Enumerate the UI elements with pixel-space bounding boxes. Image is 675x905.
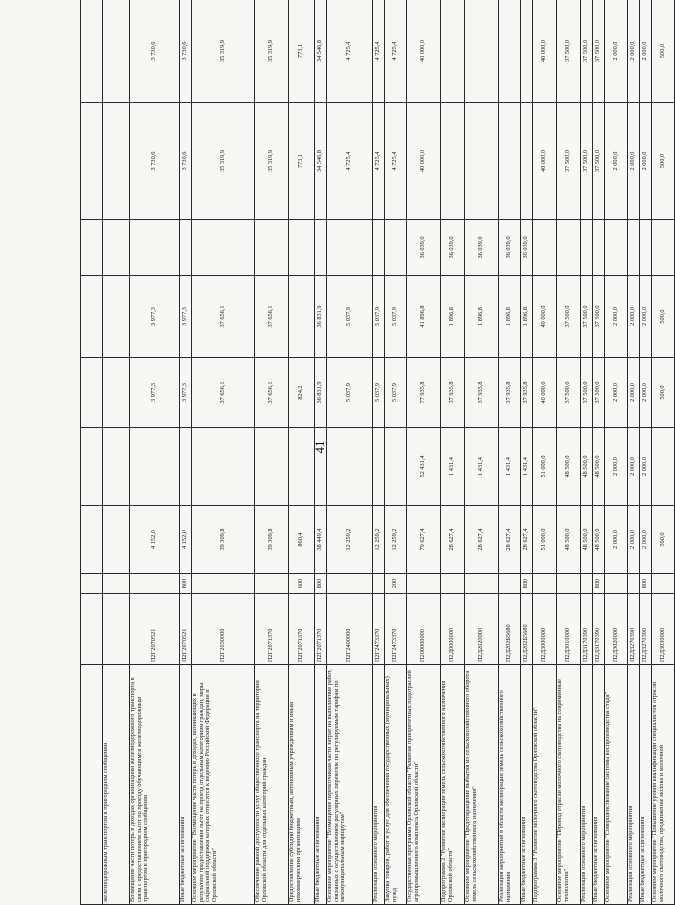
table-row xyxy=(628,0,640,905)
cell-v2: 48 500,0 xyxy=(557,428,581,506)
cell-v6: 4 725,4 xyxy=(327,103,373,220)
cell-v3: 824,2 xyxy=(289,358,315,428)
cell-v1: 4 152,0 xyxy=(130,506,180,574)
cell-v2 xyxy=(103,428,130,506)
cell-v5: 36 039,0 xyxy=(407,220,441,276)
cell-v5 xyxy=(373,220,385,276)
cell-v1: 39 309,8 xyxy=(192,506,255,574)
cell-name: Возмещение части потерь в доходах организациям железнодорожного транспорта в связи с предоставлением льгот по проезду обучающимся железнодорожным транспортом в пригородном сообщении xyxy=(130,665,180,905)
cell-v4: 5 037,9 xyxy=(373,276,385,358)
cell-name: Закупка товаров, работ и услуг для обеспечения государственных (муниципальных) нужд xyxy=(385,665,407,905)
cell-code: П2Д202Б5680 xyxy=(521,594,533,665)
cell-v2: 2 000,0 xyxy=(605,428,628,506)
cell-v4: 37 500,0 xyxy=(557,276,581,358)
cell-v2 xyxy=(327,428,373,506)
cell-v2: 48 500,0 xyxy=(581,428,593,506)
cell-code: П2Г2071370 xyxy=(289,594,315,665)
cell-v5 xyxy=(640,220,652,276)
cell-v3: 37 935,8 xyxy=(499,358,521,428)
cell-v3: 37 500,0 xyxy=(557,358,581,428)
cell-type xyxy=(499,574,521,594)
cell-type xyxy=(533,574,557,594)
cell-v2 xyxy=(373,428,385,506)
table-row xyxy=(465,0,499,905)
cell-v7: 2 000,0 xyxy=(628,0,640,103)
cell-type xyxy=(103,574,130,594)
cell-v1 xyxy=(81,506,103,574)
cell-v7: 37 500,0 xyxy=(593,0,605,103)
cell-name xyxy=(81,665,103,905)
cell-v3: 37 656,1 xyxy=(192,358,255,428)
cell-v3: 3 977,3 xyxy=(130,358,180,428)
table-row xyxy=(521,0,533,905)
cell-v7: 500,0 xyxy=(652,0,675,103)
cell-type xyxy=(255,574,289,594)
cell-v6 xyxy=(521,103,533,220)
cell-v4: 1 896,8 xyxy=(521,276,533,358)
cell-code: П2Г2070521 xyxy=(130,594,180,665)
cell-v1: 48 500,0 xyxy=(557,506,581,574)
cell-v6: 773,1 xyxy=(289,103,315,220)
cell-v5 xyxy=(130,220,180,276)
cell-v5 xyxy=(581,220,593,276)
cell-code: П2Д3030000 xyxy=(652,594,675,665)
cell-v2 xyxy=(180,428,192,506)
cell-v7: 2 000,0 xyxy=(640,0,652,103)
cell-name: Реализация основного мероприятия xyxy=(628,665,640,905)
cell-v3: 36 831,9 xyxy=(315,358,327,428)
cell-code: П2Д3270390 xyxy=(628,594,640,665)
cell-code: П2Д3170390 xyxy=(581,594,593,665)
cell-v5 xyxy=(385,220,407,276)
cell-v7: 37 500,0 xyxy=(581,0,593,103)
cell-v4: 2 000,0 xyxy=(628,276,640,358)
cell-type: 200 xyxy=(385,574,407,594)
cell-code: П2Д202Б5680 xyxy=(499,594,521,665)
cell-name: Подпрограмма 3 "Развитие молочного скотоводства Орловской области" xyxy=(533,665,557,905)
cell-v2 xyxy=(652,428,675,506)
table-row xyxy=(130,0,180,905)
cell-v1: 2 000,0 xyxy=(628,506,640,574)
cell-v1: 38 449,4 xyxy=(315,506,327,574)
cell-v4: 1 896,8 xyxy=(499,276,521,358)
cell-name: Предоставление субсидий бюджетным, автономным учреждениям и иным некоммерческим организациям xyxy=(289,665,315,905)
cell-v4: 36 831,9 xyxy=(315,276,327,358)
cell-type xyxy=(373,574,385,594)
cell-v2 xyxy=(130,428,180,506)
cell-v1: 2 000,0 xyxy=(605,506,628,574)
cell-code: П200000000 xyxy=(407,594,441,665)
table-row xyxy=(581,0,593,905)
table-row xyxy=(593,0,605,905)
cell-v1: 860,4 xyxy=(289,506,315,574)
cell-v2 xyxy=(315,428,327,506)
cell-v6 xyxy=(465,103,499,220)
cell-code xyxy=(103,594,130,665)
cell-v3: 37 500,0 xyxy=(593,358,605,428)
cell-v5: 36 039,0 xyxy=(499,220,521,276)
cell-v6: 3 730,6 xyxy=(130,103,180,220)
cell-v3: 77 935,8 xyxy=(407,358,441,428)
cell-v6: 40 000,0 xyxy=(407,103,441,220)
cell-v4: 500,0 xyxy=(652,276,675,358)
cell-v5 xyxy=(605,220,628,276)
cell-v1: 51 000,0 xyxy=(533,506,557,574)
cell-type: 800 xyxy=(593,574,605,594)
cell-v5 xyxy=(192,220,255,276)
cell-v6: 40 000,0 xyxy=(533,103,557,220)
cell-name: железнодорожным транспортом в пригородном сообщении xyxy=(103,665,130,905)
cell-v2: 48 500,0 xyxy=(593,428,605,506)
cell-v7: 2 000,0 xyxy=(605,0,628,103)
cell-v7 xyxy=(521,0,533,103)
cell-v4: 37 656,1 xyxy=(192,276,255,358)
cell-v5 xyxy=(557,220,581,276)
cell-v3: 37 656,1 xyxy=(255,358,289,428)
cell-v4: 3 977,3 xyxy=(180,276,192,358)
cell-v1: 12 259,2 xyxy=(327,506,373,574)
cell-v7: 40 000,0 xyxy=(533,0,557,103)
cell-v5 xyxy=(289,220,315,276)
cell-v1: 48 500,0 xyxy=(593,506,605,574)
cell-type xyxy=(130,574,180,594)
cell-v2: 52 431,4 xyxy=(407,428,441,506)
cell-v5: 36 039,0 xyxy=(521,220,533,276)
cell-v4 xyxy=(289,276,315,358)
cell-v6: 37 500,0 xyxy=(593,103,605,220)
cell-v1: 48 500,0 xyxy=(581,506,593,574)
cell-v6: 35 319,9 xyxy=(255,103,289,220)
cell-v6 xyxy=(441,103,465,220)
cell-name: Основное мероприятие "Совершенствование системы воспроизводства стада" xyxy=(605,665,628,905)
cell-v3 xyxy=(81,358,103,428)
cell-v1: 28 627,4 xyxy=(499,506,521,574)
cell-v5 xyxy=(255,220,289,276)
table-row xyxy=(373,0,385,905)
cell-name: Основное мероприятие "Перевод отрасли молочного скотоводства на современные технологии" xyxy=(557,665,581,905)
cell-v7 xyxy=(441,0,465,103)
cell-v5: 36 039,0 xyxy=(441,220,465,276)
cell-type xyxy=(192,574,255,594)
cell-v4: 2 000,0 xyxy=(605,276,628,358)
cell-v4: 5 037,9 xyxy=(327,276,373,358)
cell-v4: 41 896,8 xyxy=(407,276,441,358)
cell-code: П2Г2400000 xyxy=(327,594,373,665)
cell-type xyxy=(465,574,499,594)
cell-v2: 1 431,4 xyxy=(521,428,533,506)
table-row xyxy=(557,0,581,905)
cell-v3: 37 935,8 xyxy=(441,358,465,428)
cell-type xyxy=(628,574,640,594)
cell-v2 xyxy=(385,428,407,506)
cell-code: П2Г2071370 xyxy=(315,594,327,665)
cell-name: Подпрограмма 2 "Развитие мелиорации земель сельскохозяйственного назначения Орловской области" xyxy=(441,665,465,905)
cell-v1 xyxy=(103,506,130,574)
cell-v4 xyxy=(103,276,130,358)
cell-v6: 2 000,0 xyxy=(605,103,628,220)
cell-v3: 2 000,0 xyxy=(628,358,640,428)
cell-v2: 2 000,0 xyxy=(640,428,652,506)
cell-v6: 3 730,6 xyxy=(180,103,192,220)
cell-v6: 500,0 xyxy=(652,103,675,220)
cell-v5 xyxy=(180,220,192,276)
cell-type xyxy=(581,574,593,594)
cell-name: Иные бюджетные ассигнования xyxy=(521,665,533,905)
cell-type xyxy=(652,574,675,594)
cell-v4: 1 896,8 xyxy=(465,276,499,358)
cell-type xyxy=(407,574,441,594)
table-row xyxy=(255,0,289,905)
cell-v6: 37 500,0 xyxy=(557,103,581,220)
cell-v1: 28 627,4 xyxy=(441,506,465,574)
table-row xyxy=(289,0,315,905)
cell-v3: 5 037,9 xyxy=(373,358,385,428)
cell-v6 xyxy=(103,103,130,220)
cell-v7: 34 546,8 xyxy=(315,0,327,103)
cell-v5 xyxy=(315,220,327,276)
cell-v1: 12 259,2 xyxy=(385,506,407,574)
cell-type: 800 xyxy=(521,574,533,594)
cell-v4: 3 977,3 xyxy=(130,276,180,358)
cell-v1: 79 627,4 xyxy=(407,506,441,574)
cell-v6: 2 000,0 xyxy=(640,103,652,220)
table-row xyxy=(441,0,465,905)
cell-v2: 1 431,4 xyxy=(441,428,465,506)
cell-v7: 773,1 xyxy=(289,0,315,103)
cell-v2: 1 431,4 xyxy=(465,428,499,506)
cell-v1: 4 152,0 xyxy=(180,506,192,574)
cell-v2: 1 431,4 xyxy=(499,428,521,506)
table-row xyxy=(652,0,675,905)
cell-type: 800 xyxy=(180,574,192,594)
table-row xyxy=(640,0,652,905)
cell-v4: 1 896,8 xyxy=(441,276,465,358)
cell-v3: 37 935,8 xyxy=(521,358,533,428)
cell-v7 xyxy=(465,0,499,103)
cell-v7: 35 319,9 xyxy=(192,0,255,103)
cell-name: Государственная программа Орловской области "Развитие приоритетных подотраслей агропромышленного комплекса Орловской области" xyxy=(407,665,441,905)
cell-v3: 5 037,9 xyxy=(327,358,373,428)
cell-name: Реализация мероприятий в области мелиорации земель сельскохозяйственного назначения xyxy=(499,665,521,905)
cell-name: Реализация основного мероприятия xyxy=(581,665,593,905)
cell-v2 xyxy=(81,428,103,506)
cell-v7 xyxy=(499,0,521,103)
cell-code: П2Г2071370 xyxy=(255,594,289,665)
cell-v3: 3 977,3 xyxy=(180,358,192,428)
table-row xyxy=(103,0,130,905)
cell-v6: 4 725,4 xyxy=(385,103,407,220)
table-row xyxy=(327,0,373,905)
cell-code: П2Д3270390 xyxy=(640,594,652,665)
cell-v4: 2 000,0 xyxy=(640,276,652,358)
cell-v6 xyxy=(499,103,521,220)
cell-code: П2Г2473370 xyxy=(385,594,407,665)
cell-v7: 4 725,4 xyxy=(327,0,373,103)
budget-table xyxy=(80,0,675,905)
cell-v4 xyxy=(81,276,103,358)
cell-v3: 5 037,9 xyxy=(385,358,407,428)
cell-name: Реализация основного мероприятия xyxy=(373,665,385,905)
cell-name: Иные бюджетные ассигнования xyxy=(315,665,327,905)
cell-v3: 2 000,0 xyxy=(605,358,628,428)
cell-code: П2Г2473370 xyxy=(373,594,385,665)
cell-v7: 37 500,0 xyxy=(557,0,581,103)
cell-v7: 3 730,6 xyxy=(180,0,192,103)
cell-v2 xyxy=(255,428,289,506)
cell-v5 xyxy=(593,220,605,276)
cell-v3: 37 500,0 xyxy=(581,358,593,428)
cell-v7: 35 319,9 xyxy=(255,0,289,103)
cell-v7 xyxy=(103,0,130,103)
cell-name: Иные бюджетные ассигнования xyxy=(180,665,192,905)
cell-type xyxy=(81,574,103,594)
cell-code xyxy=(81,594,103,665)
cell-v6 xyxy=(81,103,103,220)
cell-v4: 37 500,0 xyxy=(581,276,593,358)
cell-v5 xyxy=(628,220,640,276)
table-row xyxy=(180,0,192,905)
cell-v7: 4 725,4 xyxy=(385,0,407,103)
cell-code: П2Д2020000 xyxy=(465,594,499,665)
cell-code: П2Д3000000 xyxy=(533,594,557,665)
cell-v7: 4 725,4 xyxy=(373,0,385,103)
cell-v5 xyxy=(652,220,675,276)
cell-code: П2Д3010000 xyxy=(557,594,581,665)
cell-v2: 51 000,0 xyxy=(533,428,557,506)
cell-v2 xyxy=(289,428,315,506)
cell-v5 xyxy=(327,220,373,276)
cell-v2: 2 000,0 xyxy=(628,428,640,506)
cell-code: П2Д3020000 xyxy=(605,594,628,665)
cell-type xyxy=(605,574,628,594)
cell-v4: 37 656,1 xyxy=(255,276,289,358)
cell-v3: 37 935,8 xyxy=(465,358,499,428)
table-row xyxy=(605,0,628,905)
table-row xyxy=(407,0,441,905)
cell-code: П2Г2030000 xyxy=(192,594,255,665)
cell-v5 xyxy=(81,220,103,276)
cell-v4: 40 000,0 xyxy=(533,276,557,358)
cell-code: П2Д0000000 xyxy=(441,594,465,665)
cell-name: Основное мероприятие "Повышение уровня квалификации специалистов отрасли молочного скотоводства, продвижение молока и молочной xyxy=(652,665,675,905)
table-row xyxy=(499,0,521,905)
cell-v6: 2 000,0 xyxy=(628,103,640,220)
table-row xyxy=(315,0,327,905)
cell-v1: 2 000,0 xyxy=(640,506,652,574)
cell-v6: 35 319,9 xyxy=(192,103,255,220)
cell-code: П2Д3170390 xyxy=(593,594,605,665)
cell-v7: 3 730,6 xyxy=(130,0,180,103)
cell-type: 600 xyxy=(289,574,315,594)
cell-v3: 40 000,0 xyxy=(533,358,557,428)
cell-v1: 28 627,4 xyxy=(465,506,499,574)
cell-v5 xyxy=(103,220,130,276)
cell-name: Основное мероприятие "Предотвращение выбытия из сельскохозяйственного оборота земель сельскохозяйственного назначения" xyxy=(465,665,499,905)
cell-name: Иные бюджетные ассигнования xyxy=(593,665,605,905)
table-row xyxy=(192,0,255,905)
cell-v2 xyxy=(192,428,255,506)
cell-v3: 500,0 xyxy=(652,358,675,428)
cell-type xyxy=(557,574,581,594)
cell-v5: 36 039,0 xyxy=(465,220,499,276)
cell-v6: 37 500,0 xyxy=(581,103,593,220)
cell-type: 800 xyxy=(640,574,652,594)
cell-type: 800 xyxy=(315,574,327,594)
table-row xyxy=(81,0,103,905)
cell-v1: 500,0 xyxy=(652,506,675,574)
cell-v3: 2 000,0 xyxy=(640,358,652,428)
cell-v6: 34 546,8 xyxy=(315,103,327,220)
cell-v4: 37 500,0 xyxy=(593,276,605,358)
cell-name: Иные бюджетные ассигнования xyxy=(640,665,652,905)
rotated-table-sheet xyxy=(80,0,666,905)
cell-v1: 28 627,4 xyxy=(521,506,533,574)
cell-name: Основное мероприятие "Возмещение перевозчикам части затрат на выполнение работ, связанных с осуществлением регулярных перевозок по регулируемым тарифам по межмуниципальным маршрутам" xyxy=(327,665,373,905)
cell-v4: 5 037,9 xyxy=(385,276,407,358)
cell-v7: 40 000,0 xyxy=(407,0,441,103)
cell-v1: 12 259,2 xyxy=(373,506,385,574)
cell-name: Основное мероприятие "Возмещение части потерь в доходах, возникающих в результате предоставления льгот на проезд отдельным категориям граждан, меры социальной поддержки которых относятся к ведению Российской Федерации и Орловской области" xyxy=(192,665,255,905)
cell-v7 xyxy=(81,0,103,103)
cell-v1: 39 309,8 xyxy=(255,506,289,574)
table-row xyxy=(533,0,557,905)
cell-v3 xyxy=(103,358,130,428)
cell-v6: 4 725,4 xyxy=(373,103,385,220)
cell-type xyxy=(327,574,373,594)
cell-type xyxy=(441,574,465,594)
cell-v5 xyxy=(533,220,557,276)
page-number: 41 xyxy=(312,440,327,454)
cell-code: П2Г2070521 xyxy=(180,594,192,665)
table-row xyxy=(385,0,407,905)
cell-name: Обеспечение равной доступности услуг общественного транспорта на территории Орловской области для отдельных категорий граждан xyxy=(255,665,289,905)
